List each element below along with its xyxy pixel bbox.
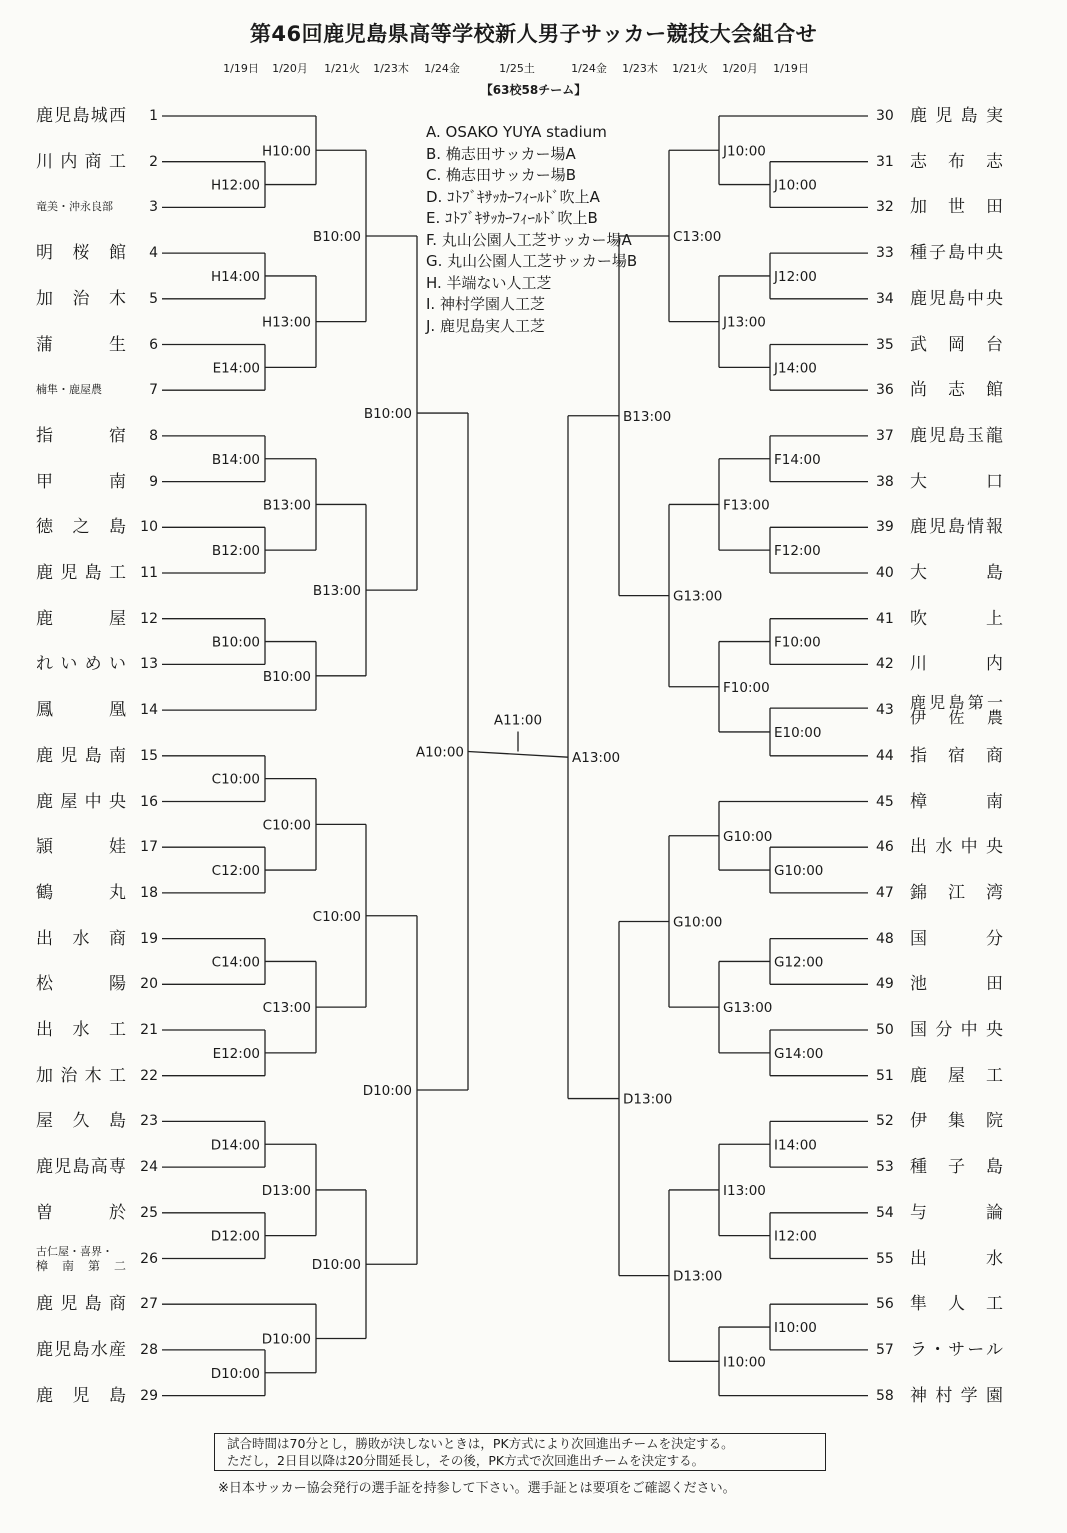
team-number: 4 — [149, 245, 158, 262]
team-number: 27 — [140, 1296, 158, 1313]
team-number: 49 — [876, 976, 894, 993]
match-time-label: B13:00 — [262, 497, 311, 514]
team-number: 57 — [876, 1341, 894, 1358]
team-number: 9 — [149, 473, 158, 490]
match-time-label: B14:00 — [211, 451, 260, 468]
team-number: 34 — [876, 290, 894, 307]
team-number: 39 — [876, 519, 894, 536]
match-time-label: A11:00 — [493, 712, 543, 729]
team-name: 頴娃 — [36, 837, 126, 858]
match-time-label: J10:00 — [723, 143, 766, 160]
team-number: 52 — [876, 1113, 894, 1130]
team-number: 36 — [876, 382, 894, 399]
team-number: 51 — [876, 1067, 894, 1084]
team-name: 伊集院 — [910, 1111, 1003, 1132]
team-name: 出水 — [910, 1248, 1003, 1269]
match-time-label: I10:00 — [723, 1354, 766, 1371]
team-number: 12 — [140, 610, 158, 627]
team-name: 屋久島 — [36, 1111, 126, 1132]
match-time-label: D10:00 — [362, 1082, 412, 1099]
venue-item: D. ｺﾄﾌﾞｷｻｯｶｰﾌｨｰﾙﾄﾞ吹上A — [426, 187, 600, 206]
match-time-label: C13:00 — [673, 228, 722, 245]
match-time-label: B10:00 — [262, 668, 311, 685]
team-name: 鶴丸 — [36, 882, 126, 903]
team-number: 2 — [149, 153, 158, 170]
match-time-label: C12:00 — [211, 863, 260, 880]
team-name: 鹿屋工 — [910, 1065, 1003, 1086]
team-name-line: 鹿児島第一 — [910, 693, 1003, 713]
team-number: 21 — [140, 1022, 158, 1038]
date-label: 1/23木 — [622, 62, 658, 75]
team-number: 17 — [140, 839, 158, 856]
team-name: 与論 — [910, 1202, 1003, 1223]
team-number: 20 — [140, 976, 158, 993]
date-label: 1/25土 — [499, 62, 535, 75]
team-number: 7 — [149, 382, 158, 399]
match-time-label: F12:00 — [774, 543, 821, 560]
team-name: 鹿児島中央 — [910, 288, 1003, 309]
match-time-label: C14:00 — [211, 954, 260, 971]
match-time-label: C13:00 — [262, 1000, 311, 1017]
match-time-label: B13:00 — [312, 583, 361, 600]
team-number: 19 — [140, 930, 158, 947]
team-name: 錦江湾 — [910, 882, 1003, 903]
team-name: 武岡台 — [910, 334, 1003, 355]
venue-item: A. OSAKO YUYA stadium — [426, 123, 607, 141]
team-name: 鹿屋中央 — [36, 791, 126, 812]
team-number: 6 — [149, 336, 158, 353]
team-name: 鹿児島南 — [36, 745, 126, 766]
team-number: 56 — [876, 1296, 894, 1313]
team-name: 鹿児島高専 — [36, 1157, 126, 1178]
date-label: 1/20月 — [272, 62, 308, 75]
date-label: 1/23木 — [373, 62, 409, 75]
match-time-label: J14:00 — [774, 360, 817, 377]
rules-note-line: 試合時間は70分とし，勝敗が決しないときは，PK方式により次回進出チームを決定する。 — [227, 1436, 734, 1451]
match-time-label: D13:00 — [261, 1182, 311, 1199]
match-time-label: E10:00 — [774, 724, 822, 741]
team-name-line: 古仁屋・喜界・ — [36, 1244, 113, 1258]
team-name: 鹿屋 — [36, 608, 126, 629]
team-number: 45 — [876, 793, 894, 810]
match-time-label: D14:00 — [210, 1137, 260, 1154]
team-number: 16 — [140, 793, 158, 810]
team-number: 22 — [140, 1067, 158, 1084]
match-time-label: J12:00 — [774, 268, 817, 285]
team-number: 23 — [140, 1113, 158, 1130]
team-number: 53 — [876, 1159, 894, 1176]
team-name: 志布志 — [910, 151, 1003, 172]
footnote: ※日本サッカー協会発行の選手証を持参して下さい。選手証とは要項をご確認ください。 — [218, 1481, 736, 1496]
team-name: 鹿児島 — [36, 1385, 126, 1406]
team-name: 大口 — [910, 471, 1003, 492]
match-time-label: G10:00 — [774, 863, 824, 880]
team-name: 加世田 — [910, 197, 1003, 218]
team-number: 33 — [876, 245, 894, 262]
match-time-label: G14:00 — [774, 1045, 824, 1062]
match-time-label: D13:00 — [673, 1268, 723, 1285]
match-time-label: F13:00 — [723, 497, 770, 514]
team-name: 出水中央 — [910, 837, 1003, 858]
venue-item: G. 丸山公園人工芝サッカー場B — [426, 252, 638, 270]
venue-item: H. 半端ない人工芝 — [426, 273, 552, 292]
team-number: 10 — [140, 519, 158, 536]
team-name: 楠隼・鹿屋農 — [36, 383, 102, 397]
team-name: 川内商工 — [36, 151, 126, 172]
match-time-label: G12:00 — [774, 954, 824, 971]
match-time-label: D10:00 — [261, 1331, 311, 1348]
team-name-line: 樟南第二 — [36, 1258, 126, 1273]
team-number: 41 — [876, 610, 894, 627]
team-name: 鳳凰 — [36, 700, 126, 721]
team-number: 38 — [876, 473, 894, 490]
team-name: 竜美・沖永良部 — [36, 200, 113, 214]
team-name: 加治木 — [36, 288, 126, 309]
team-number: 42 — [876, 656, 894, 673]
team-name: 国分 — [910, 928, 1003, 949]
match-time-label: G13:00 — [723, 1000, 773, 1017]
match-time-label: H13:00 — [261, 314, 311, 331]
match-time-label: H12:00 — [210, 177, 260, 194]
rules-note-box — [214, 1433, 826, 1471]
team-name: 隼人工 — [910, 1294, 1003, 1315]
team-number: 31 — [876, 153, 894, 170]
date-label: 1/19日 — [773, 62, 809, 75]
team-name: 徳之島 — [36, 517, 126, 538]
team-number: 15 — [140, 747, 158, 764]
team-name: 鹿児島実 — [910, 106, 1003, 126]
match-time-label: I12:00 — [774, 1228, 817, 1245]
match-time-label: F10:00 — [774, 634, 821, 651]
team-name: 指宿商 — [910, 745, 1003, 766]
team-number: 47 — [876, 884, 894, 901]
match-time-label: G13:00 — [673, 588, 723, 605]
team-name: 鹿児島城西 — [36, 106, 126, 126]
team-name: れいめい — [36, 654, 126, 675]
team-name: 松陽 — [36, 974, 126, 995]
team-number: 40 — [876, 565, 894, 581]
team-name: 吹上 — [910, 608, 1003, 629]
match-time-label: C10:00 — [262, 817, 311, 834]
team-number: 32 — [876, 199, 894, 216]
team-name: 加治木工 — [36, 1065, 126, 1086]
team-name-line: 伊佐農 — [910, 708, 1003, 728]
team-name: 出水工 — [36, 1020, 126, 1040]
match-time-label: F10:00 — [723, 679, 770, 696]
team-name: 樟南 — [910, 791, 1003, 812]
match-time-label: D12:00 — [210, 1228, 260, 1245]
team-number: 46 — [876, 839, 894, 856]
team-number: 30 — [876, 108, 894, 124]
venue-item: C. 桷志田サッカー場B — [426, 166, 577, 184]
date-label: 1/20月 — [722, 62, 758, 75]
match-time-label: H10:00 — [261, 143, 311, 160]
team-number: 18 — [140, 884, 158, 901]
team-count-label: 【63校58チーム】 — [480, 83, 587, 97]
bracket-line — [468, 752, 568, 758]
match-time-label: A10:00 — [415, 744, 464, 761]
match-time-label: B12:00 — [211, 543, 260, 560]
team-name: 神村学園 — [910, 1385, 1003, 1406]
date-label: 1/21火 — [324, 62, 360, 75]
match-time-label: C10:00 — [312, 908, 361, 925]
team-name: 鹿児島商 — [36, 1294, 126, 1315]
match-time-label: D10:00 — [210, 1365, 260, 1382]
match-time-label: J10:00 — [774, 177, 817, 194]
team-name: ラ・サール — [910, 1339, 1003, 1360]
match-time-label: B10:00 — [312, 228, 361, 245]
match-time-label: B13:00 — [623, 408, 672, 425]
team-name: 曽於 — [36, 1202, 126, 1223]
team-name: 種子島 — [910, 1157, 1003, 1178]
team-name: 尚志館 — [910, 380, 1003, 401]
match-time-label: B10:00 — [211, 634, 260, 651]
match-time-label: E12:00 — [212, 1045, 260, 1062]
venue-item: J. 鹿児島実人工芝 — [426, 316, 545, 335]
team-number: 58 — [876, 1387, 894, 1404]
team-name: 鹿児島水産 — [36, 1339, 126, 1360]
match-time-label: G10:00 — [723, 828, 773, 845]
team-name: 鹿児島工 — [36, 563, 126, 583]
match-time-label: F14:00 — [774, 451, 821, 468]
team-number: 5 — [149, 290, 158, 307]
team-number: 13 — [140, 656, 158, 673]
team-number: 1 — [149, 108, 158, 124]
team-name: 甲南 — [36, 471, 126, 492]
venue-item: E. ｺﾄﾌﾞｷｻｯｶｰﾌｨｰﾙﾄﾞ吹上B — [426, 209, 598, 227]
date-label: 1/19日 — [223, 62, 259, 75]
team-number: 8 — [149, 427, 158, 444]
team-number: 54 — [876, 1204, 894, 1221]
match-time-label: A13:00 — [572, 750, 621, 767]
team-number: 43 — [876, 702, 894, 719]
team-number: 50 — [876, 1022, 894, 1038]
team-number: 14 — [140, 702, 158, 719]
match-time-label: B10:00 — [363, 406, 412, 423]
match-time-label: I13:00 — [723, 1182, 766, 1199]
team-name: 池田 — [910, 974, 1003, 995]
venue-item: F. 丸山公園人工芝サッカー場A — [426, 230, 632, 249]
rules-note-line: ただし，2日目以降は20分間延長し，その後，PK方式で次回進出チームを決定する。 — [227, 1453, 705, 1468]
team-name: 出水商 — [36, 928, 126, 949]
team-name: 川内 — [910, 654, 1003, 675]
team-name: 鹿児島玉龍 — [910, 425, 1003, 446]
team-number: 25 — [140, 1204, 158, 1221]
venue-item: I. 神村学園人工芝 — [426, 295, 545, 313]
match-time-label: J13:00 — [723, 314, 766, 331]
match-time-label: D10:00 — [311, 1257, 361, 1274]
date-label: 1/24金 — [571, 62, 607, 75]
venue-item: B. 桷志田サッカー場A — [426, 144, 576, 163]
match-time-label: C10:00 — [211, 771, 260, 788]
team-number: 11 — [140, 565, 158, 581]
date-label: 1/21火 — [672, 62, 708, 75]
team-number: 24 — [140, 1159, 158, 1176]
team-number: 35 — [876, 336, 894, 353]
match-time-label: D13:00 — [623, 1091, 673, 1108]
team-number: 3 — [149, 199, 158, 216]
match-time-label: H14:00 — [210, 268, 260, 285]
team-name: 国分中央 — [910, 1020, 1003, 1040]
team-name: 大島 — [910, 563, 1003, 583]
match-time-label: I10:00 — [774, 1320, 817, 1337]
team-number: 37 — [876, 427, 894, 444]
team-number: 55 — [876, 1250, 894, 1267]
team-number: 48 — [876, 930, 894, 947]
team-number: 29 — [140, 1387, 158, 1404]
match-time-label: G10:00 — [673, 914, 723, 931]
team-number: 28 — [140, 1341, 158, 1358]
team-name: 種子島中央 — [910, 243, 1003, 264]
match-time-label: E14:00 — [212, 360, 260, 377]
page-title: 第46回鹿児島県高等学校新人男子サッカー競技大会組合せ — [249, 22, 818, 46]
team-name: 明桜館 — [36, 243, 126, 264]
date-label: 1/24金 — [424, 62, 460, 75]
team-name: 指宿 — [36, 425, 126, 446]
team-name: 鹿児島情報 — [910, 517, 1003, 538]
match-time-label: I14:00 — [774, 1137, 817, 1154]
team-number: 26 — [140, 1250, 158, 1267]
team-number: 44 — [876, 747, 894, 764]
team-name: 蒲生 — [36, 334, 126, 355]
